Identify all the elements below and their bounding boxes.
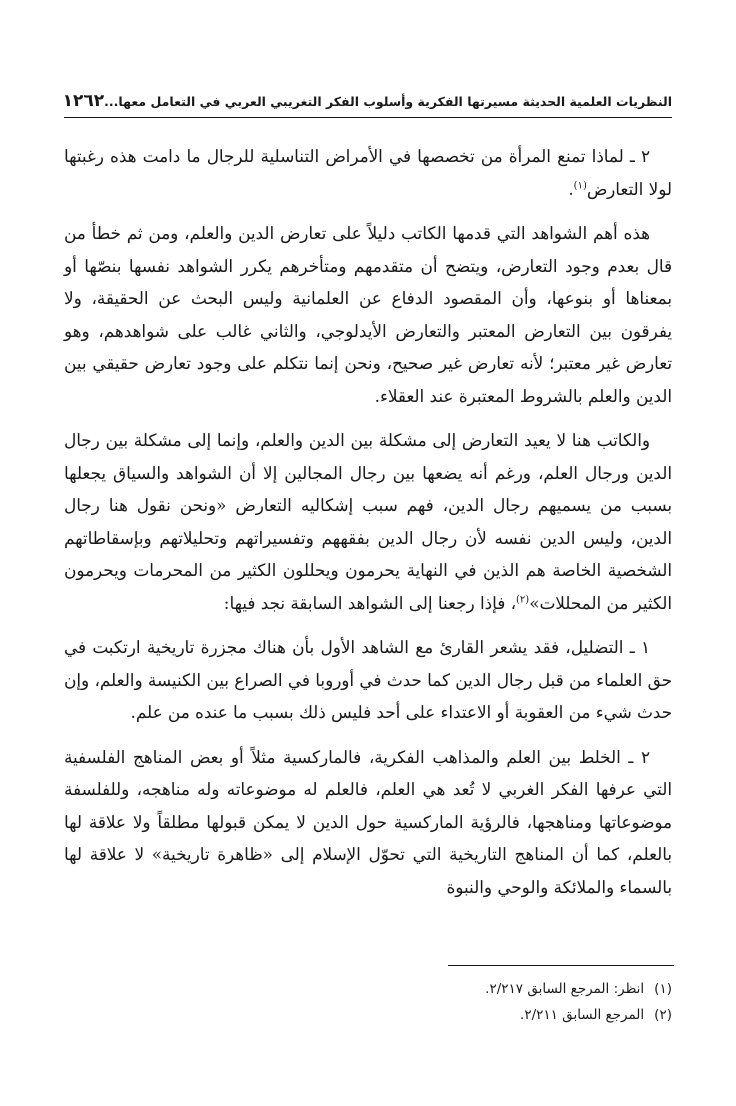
running-title: النظريات العلمية الحديثة مسيرتها الفكرية وأسلوب الفكر التغريبي العربي في التعامل معها... — [104, 94, 672, 109]
footnote-item — [64, 1002, 672, 1028]
footnote-item — [64, 976, 672, 1002]
footnote-ref-1[interactable]: (١) — [573, 179, 587, 191]
footnote-number: (٢) — [654, 1007, 672, 1023]
footnote-text: انظر: المرجع السابق ٢/٢١٧. — [485, 981, 645, 997]
footnote-ref-2[interactable]: (٢) — [516, 593, 530, 605]
page-number: ١٢٦٢ — [62, 91, 105, 111]
footnote-divider — [448, 965, 674, 966]
paragraph-question-2: ٢ ـ لماذا تمنع المرأة من تخصصها في الأمراض التناسلية للرجال ما دامت هذه رغبتها لولا التعارض$^{(١)}$. — [64, 146, 672, 199]
footnote-number: (١) — [654, 981, 672, 997]
paragraph-point-confusion: ٢ ـ الخلط بين العلم والمذاهب الفكرية، فالماركسية مثلاً أو بعض المناهج الفلسفية التي عرفها الفكر الغربي لا تُعد هي العلم، فالعلم له موضوعاته وله مناهجه، وللفلسفة موضوعاتها ومناهجها، فالرؤية الماركسية حول الدين لا يمكن قبولها مطلقاً ولا علاقة لها بالعلم، كما أن المناهج التاريخية التي تحوّل الإسلام إلى «ظاهرة تاريخية» لا علاقة لها بالسماء والملائكة والوحي والنبوة — [64, 746, 672, 897]
paragraph-evidence-summary: هذه أهم الشواهد التي قدمها الكاتب دليلاً على تعارض الدين والعلم، ومن ثم خطأ من قال بعدم وجود التعارض، ويتضح أن متقدمهم ومتأخرهم يكرر الشواهد نفسها بنصّها أو بمعناها أو بنوعها، وأن المقصود الدفاع عن العلمانية وليس البحث عن الحقيقة، ولا يفرقون بين التعارض المعتبر والتعارض الأيدلوجي، والثاني غالب على شواهدهم، وهو تعارض غير معتبر؛ لأنه تعارض غير صحيح، ونحن إنما نتكلم على وجود تعارض حقيقي بين الدين والعلم بالشروط المعتبرة عند العقلاء. — [64, 223, 672, 406]
footnotes — [64, 976, 672, 1028]
page-header — [64, 88, 672, 118]
paragraph-writer-argument: والكاتب هنا لا يعيد التعارض إلى مشكلة بين الدين والعلم، وإنما إلى مشكلة بين رجال الدين ورجال العلم، ورغم أنه يضعها بين رجال المجالين إلا أن الشواهد والسياق يجعلها بسبب من يسميهم رجال الدين، فهم سبب إشكاليه التعارض «ونحن نقول هنا رجال الدين، وليس الدين نفسه لأن رجال الدين بفقههم وتفسيراتهم وتحليلاتهم وبإسقاطاتهم الشخصية الخاصة هم الذين في النهاية يحرمون ويحللون الكثير من المحرمات ويحرمون الكثير من المحللات»$^{(٢)}$، فإذا رجعنا إلى الشواهد السابقة نجد فيها: — [64, 430, 672, 613]
body-text — [64, 140, 672, 915]
paragraph-point-misleading: ١ ـ التضليل، فقد يشعر القارئ مع الشاهد الأول بأن هناك مجزرة تاريخية ارتكبت في حق العلماء من قبل رجال الدين كما حدث في أوروبا في الصراع بين الكنيسة والعلم، وإن حدث شيء من العقوبة أو الاعتداء على أحد فليس ذلك بسبب ما عنده من علم. — [64, 637, 672, 722]
footnote-text: المرجع السابق ٢/٢١١. — [520, 1007, 645, 1023]
